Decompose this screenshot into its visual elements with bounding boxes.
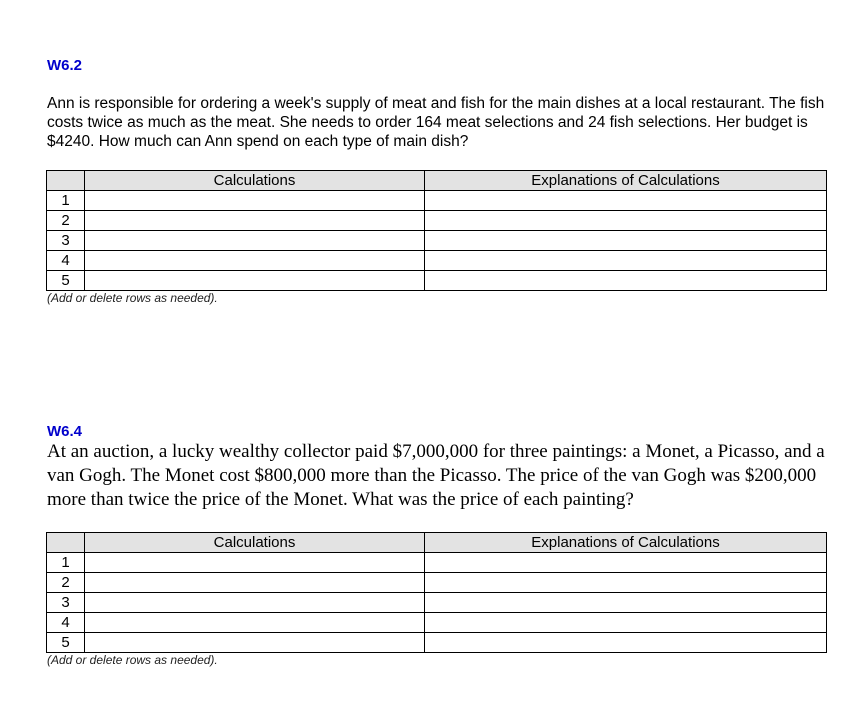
explanation-cell[interactable] (425, 231, 827, 251)
explanation-cell[interactable] (425, 271, 827, 291)
w64-heading: W6.4 (47, 423, 83, 440)
explanations-header: Explanations of Calculations (425, 171, 827, 191)
explanations-header: Explanations of Calculations (425, 533, 827, 553)
w64-problem-block (47, 440, 829, 512)
calculation-cell[interactable] (85, 593, 425, 613)
table-row (47, 271, 827, 291)
w62-table-note: (Add or delete rows as needed). (47, 291, 218, 305)
calculation-cell[interactable] (85, 633, 425, 653)
w62-problem-text: Ann is responsible for ordering a week's supply of meat and fish for the main dishes at a local restaurant. The fish costs twice as much as the meat. She needs to order 164 meat selections and 24 fish selections. Her budget is $4240. How much can Ann spend on each type of main dish? (47, 95, 825, 150)
row-number: 3 (47, 593, 85, 613)
calculation-cell[interactable] (85, 251, 425, 271)
table-row (47, 613, 827, 633)
table-row (47, 633, 827, 653)
table-row (47, 251, 827, 271)
explanation-cell[interactable] (425, 593, 827, 613)
row-number: 5 (47, 271, 85, 291)
explanation-cell[interactable] (425, 191, 827, 211)
calculation-cell[interactable] (85, 573, 425, 593)
calculations-header: Calculations (85, 171, 425, 191)
table-row (47, 211, 827, 231)
row-number-header (47, 533, 85, 553)
table-row (47, 573, 827, 593)
table-header-row (47, 171, 827, 191)
calculation-cell[interactable] (85, 271, 425, 291)
table-row (47, 593, 827, 613)
row-number-header (47, 171, 85, 191)
table-row (47, 553, 827, 573)
calculation-cell[interactable] (85, 231, 425, 251)
table-row (47, 231, 827, 251)
row-number: 3 (47, 231, 85, 251)
w64-heading-block (47, 423, 829, 440)
explanation-cell[interactable] (425, 633, 827, 653)
row-number: 1 (47, 191, 85, 211)
calculations-header: Calculations (85, 533, 425, 553)
row-number: 1 (47, 553, 85, 573)
explanation-cell[interactable] (425, 573, 827, 593)
w64-table-note: (Add or delete rows as needed). (47, 653, 218, 667)
row-number: 5 (47, 633, 85, 653)
table-header-row (47, 533, 827, 553)
w64-problem-text: At an auction, a lucky wealthy collector paid $7,000,000 for three paintings: a Monet, a Picasso, and a van Gogh. The Monet cost $800,000 more than the Picasso. The price of the van Gogh was $200,000 more than twice the price of the Monet. What was the price of each painting? (47, 441, 825, 510)
w64-calculation-table (46, 532, 827, 653)
w62-heading: W6.2 (47, 57, 83, 74)
row-number: 4 (47, 613, 85, 633)
table-row (47, 191, 827, 211)
explanation-cell[interactable] (425, 251, 827, 271)
row-number: 2 (47, 211, 85, 231)
w62-heading-block (47, 57, 829, 74)
explanation-cell[interactable] (425, 553, 827, 573)
w62-problem-block (47, 94, 829, 151)
row-number: 2 (47, 573, 85, 593)
calculation-cell[interactable] (85, 553, 425, 573)
calculation-cell[interactable] (85, 613, 425, 633)
row-number: 4 (47, 251, 85, 271)
calculation-cell[interactable] (85, 191, 425, 211)
explanation-cell[interactable] (425, 613, 827, 633)
w62-calculation-table (46, 170, 827, 291)
explanation-cell[interactable] (425, 211, 827, 231)
calculation-cell[interactable] (85, 211, 425, 231)
